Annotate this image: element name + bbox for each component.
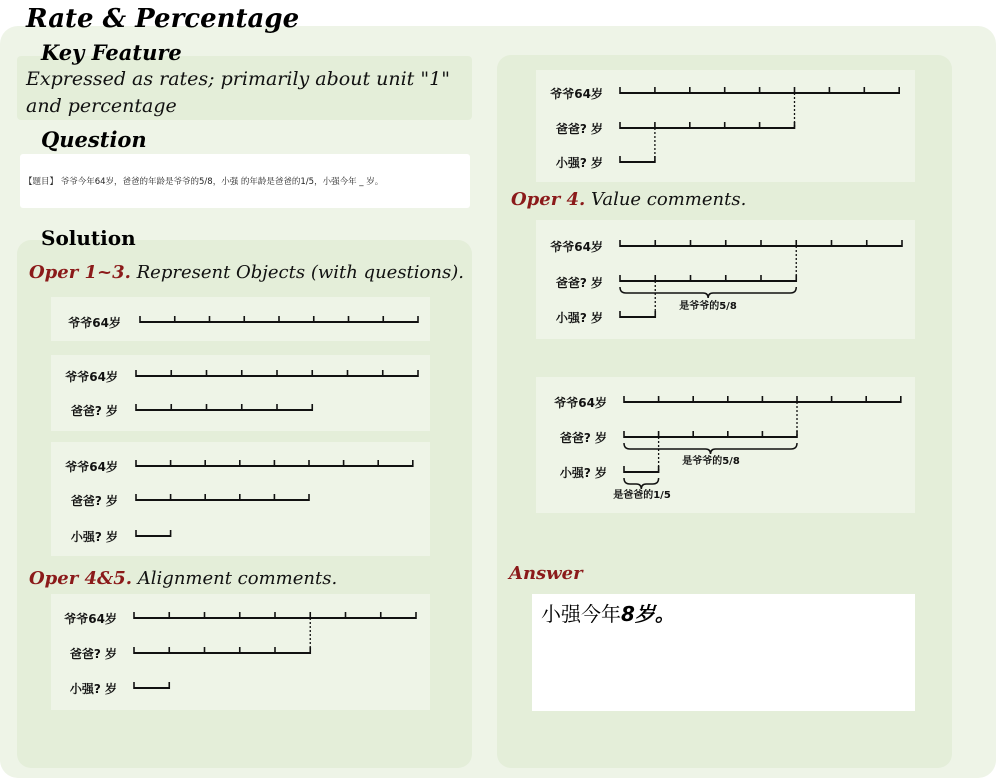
- xiaoqiang-label: 小强? 岁: [555, 311, 603, 325]
- xiaoqiang-label: 小强? 岁: [559, 466, 607, 480]
- dad-label: 爸爸? 岁: [70, 494, 118, 508]
- dad-label: 爸爸? 岁: [69, 647, 117, 661]
- grandpa-label: 爷爷64岁: [550, 87, 603, 101]
- dad-note: 是爷爷的5/8: [679, 301, 737, 312]
- dad-label: 爸爸? 岁: [555, 122, 603, 136]
- dad-brace: [620, 287, 796, 298]
- dad-label: 爸爸? 岁: [555, 276, 603, 290]
- grandpa-label: 爷爷64岁: [550, 240, 603, 254]
- dad-note: 是爷爷的5/8: [682, 456, 740, 467]
- grandpa-label: 爷爷64岁: [68, 316, 121, 330]
- oper-4-heading: Oper 4. Value comments.: [511, 189, 747, 210]
- xiaoqiang-note: 是爸爸的1/5: [613, 490, 671, 501]
- xiaoqiang-label: 小强? 岁: [70, 530, 118, 544]
- xiaoqiang-brace: [624, 478, 659, 489]
- question-text: 【题目】 爷爷今年64岁，爸爸的年龄是爷爷的5/8，小强 的年龄是爸爸的1/5，小强今年 _ 岁。: [24, 177, 384, 187]
- question-heading: Question: [41, 127, 147, 152]
- answer-text: 小强今年8岁。: [541, 602, 675, 626]
- answer-heading: Answer: [509, 563, 583, 584]
- grandpa-label: 爷爷64岁: [65, 370, 118, 384]
- page-title: Rate & Percentage: [26, 4, 300, 34]
- oper-1-3-heading: Oper 1~3. Represent Objects (with questions).: [29, 262, 464, 283]
- solution-heading: Solution: [41, 226, 136, 250]
- xiaoqiang-label: 小强? 岁: [555, 156, 603, 170]
- key-feature-text: Expressed as rates; primarily about unit "1" and percentage: [26, 68, 450, 117]
- grandpa-label: 爷爷64岁: [554, 396, 607, 410]
- dad-label: 爸爸? 岁: [70, 404, 118, 418]
- dad-brace: [624, 443, 797, 454]
- oper-4-5-heading: Oper 4&5. Alignment comments.: [29, 568, 338, 589]
- dad-label: 爸爸? 岁: [559, 431, 607, 445]
- xiaoqiang-label: 小强? 岁: [69, 682, 117, 696]
- key-feature-heading: Key Feature: [41, 40, 182, 65]
- grandpa-label: 爷爷64岁: [65, 460, 118, 474]
- grandpa-label: 爷爷64岁: [64, 612, 117, 626]
